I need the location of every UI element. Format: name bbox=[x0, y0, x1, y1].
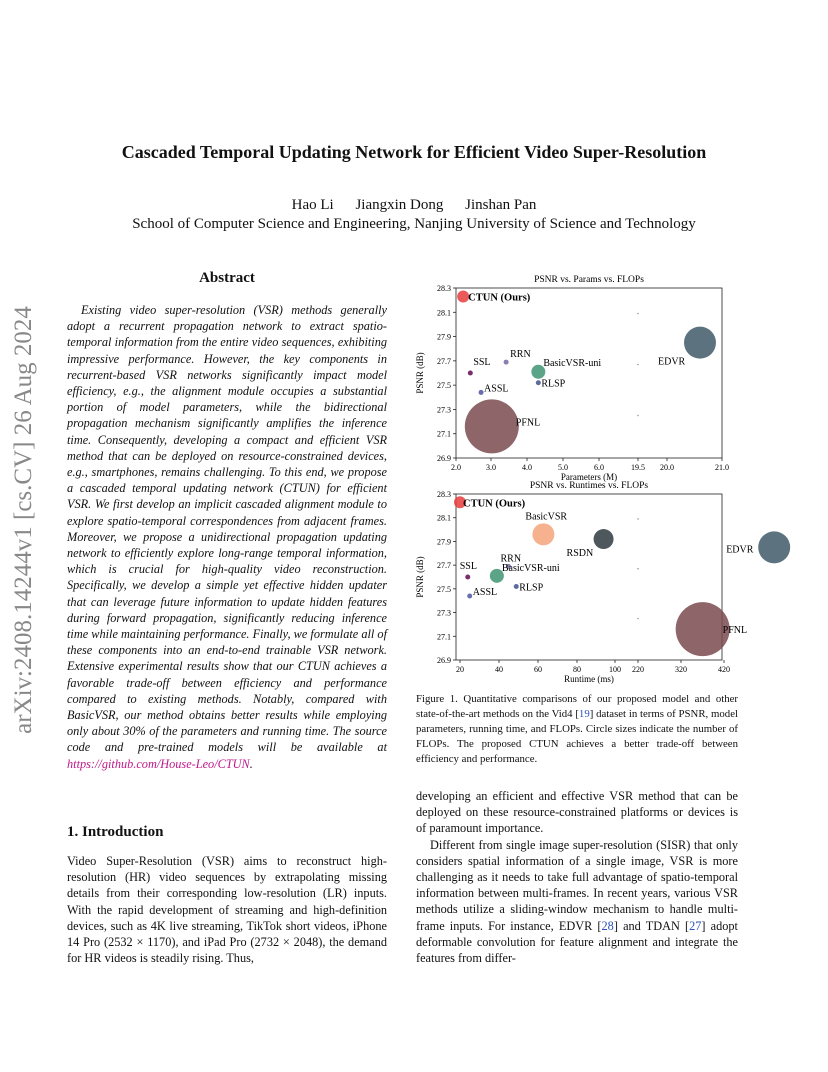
section-heading-introduction: 1. Introduction bbox=[67, 824, 164, 840]
y-tick-label: 27.3 bbox=[437, 608, 451, 618]
y-tick-label: 27.1 bbox=[437, 429, 451, 439]
caption-text: Figure 1. Quantitative comparisons of our proposed model and other state-of-the-art methods on the Vid4 [ bbox=[416, 693, 738, 720]
affiliation: School of Computer Science and Engineering, Nanjing University of Science and Technology bbox=[132, 216, 696, 232]
y-tick-label: 27.9 bbox=[437, 332, 451, 342]
x-tick-label: 20 bbox=[456, 665, 464, 674]
point-label: EDVR bbox=[726, 544, 754, 556]
abstract-text: Existing video super-resolution (VSR) methods generally adopt a recurrent propagation network to extract spatio-temporal information from the entire video sequences, exhibiting impressive performance. However, the key components in recurrent-based VSR networks significantly impact model efficiency, e.g., the alignment module occupies a substantial portion of model parameters, while the bidirectional propagation mechanism significantly amplifies the inference time. Consequently, developing a compact and efficient VSR method that can be deployed on resource-constrained devices, e.g., smartphones, remains challenging. To this end, we propose a cascaded temporal updating network (CTUN) for efficient VSR. We first develop an implicit cascaded alignment module to explore spatio-temporal correspondences from adjacent frames. Moreover, we propose a unidirectional propagation updating network to efficiently explore long-range temporal information, which is crucial for high-quality video reconstruction. Specifically, we develop a simple yet effective hidden updater that can leverage future information to update hidden features during forward propagation, significantly reducing inference time while maintaining performance. Finally, we formulate all of these components into an end-to-end trainable VSR network. Extensive experimental results show that our CTUN achieves a favorable trade-off between efficiency and performance compared to existing methods. Notably, compared with BasicVSR, our method obtains better results while employing only about 30% of the parameters and running time. The source code and pre-trained models will be available at bbox=[67, 303, 387, 755]
code-link[interactable]: https://github.com/House-Leo/CTUN bbox=[67, 756, 250, 771]
point-label: RLSP bbox=[519, 582, 544, 594]
chart-params bbox=[405, 270, 745, 482]
paragraph-text: ] and TDAN [ bbox=[613, 918, 690, 933]
x-tick-label: 220 bbox=[632, 665, 644, 674]
data-point bbox=[684, 327, 716, 359]
arxiv-watermark: arXiv:2408.14244v1 [cs.CV] 26 Aug 2024 bbox=[10, 306, 37, 734]
point-label: PFNL bbox=[722, 625, 748, 637]
paragraph-text: Different from single image super-resolution (SISR) that only considers spatial information of a single image, VSR is more challenging as it needs to take full advantage of spatio-temporal information between multi-frames. In recent years, various VSR methods utilize a sliding-window mechanism to handle multi-frame inputs. For instance, EDVR [ bbox=[416, 837, 738, 933]
y-tick-label: 27.5 bbox=[437, 381, 451, 391]
point-label: CTUN (Ours) bbox=[468, 292, 531, 304]
x-tick-label: 100 bbox=[609, 665, 621, 674]
axis-break-dot bbox=[637, 618, 639, 620]
point-label: SSL bbox=[473, 357, 491, 368]
x-axis-label: Runtime (ms) bbox=[564, 674, 614, 684]
paper-title: Cascaded Temporal Updating Network for Efficient Video Super-Resolution bbox=[121, 142, 707, 162]
x-tick-label: 60 bbox=[534, 665, 542, 674]
data-point bbox=[504, 360, 509, 365]
x-tick-label: 20.0 bbox=[660, 463, 674, 472]
axis-break-dot bbox=[637, 568, 639, 570]
point-label: SSL bbox=[459, 561, 477, 572]
point-label: PFNL bbox=[515, 417, 541, 429]
x-tick-label: 80 bbox=[573, 665, 581, 674]
y-tick-label: 26.9 bbox=[437, 656, 451, 665]
axis-break-dot bbox=[637, 364, 639, 366]
data-point bbox=[467, 593, 472, 598]
x-tick-label: 420 bbox=[718, 665, 730, 674]
data-point bbox=[758, 531, 790, 563]
point-label: RLSP bbox=[541, 378, 566, 390]
citation-link[interactable]: 28 bbox=[601, 918, 614, 933]
y-tick-label: 28.1 bbox=[437, 308, 451, 318]
point-label: EDVR bbox=[658, 356, 686, 368]
author-name: Hao Li bbox=[291, 197, 334, 213]
data-point bbox=[536, 380, 541, 385]
y-tick-label: 27.7 bbox=[437, 561, 451, 571]
axis-break-dot bbox=[637, 313, 639, 315]
point-label: BasicVSR bbox=[525, 511, 568, 523]
point-label: BasicVSR-uni bbox=[543, 357, 602, 369]
point-label: CTUN (Ours) bbox=[463, 498, 526, 510]
x-tick-label: 320 bbox=[675, 665, 687, 674]
x-tick-label: 4.0 bbox=[522, 463, 532, 472]
y-tick-label: 27.5 bbox=[437, 584, 451, 594]
x-axis-label: Parameters (M) bbox=[560, 472, 618, 482]
y-tick-label: 27.1 bbox=[437, 632, 451, 642]
author-list bbox=[0, 197, 828, 214]
caption-text: ] dataset in terms of PSNR, model parameters, running time, and FLOPs. Circle sizes indicate the number of FLOPs. The proposed CTUN achieves a better trade-off between efficiency and performance. bbox=[416, 708, 738, 765]
x-tick-label: 6.0 bbox=[594, 463, 604, 472]
author-name: Jiangxin Dong bbox=[355, 197, 444, 213]
y-tick-label: 27.3 bbox=[437, 405, 451, 415]
y-tick-label: 27.9 bbox=[437, 537, 451, 547]
point-label: ASSL bbox=[472, 586, 498, 598]
data-point bbox=[676, 602, 730, 656]
y-tick-label: 28.3 bbox=[437, 284, 451, 293]
abstract-heading: Abstract bbox=[199, 270, 255, 286]
chart-title: PSNR vs. Params vs. FLOPs bbox=[534, 275, 644, 285]
paragraph: developing an efficient and effective VSR method that can be deployed on these resource-constrained platforms or devices is of paramount importance. bbox=[416, 789, 738, 836]
data-point bbox=[514, 584, 519, 589]
data-point bbox=[465, 399, 519, 453]
intro-paragraph: Video Super-Resolution (VSR) aims to reconstruct high-resolution (HR) video sequences by extrapolating missing details from their corresponding low-resolution (LR) inputs. With the rapid development of streaming and high-definition devices, such as 4K live streaming, TikTok short videos, iPhone 14 Pro (2532 × 1170), and iPad Pro (2732 × 2048), the demand for HR videos is steadily rising. Thus, bbox=[67, 854, 387, 966]
point-label: BasicVSR-uni bbox=[501, 562, 560, 574]
data-point bbox=[479, 390, 484, 395]
axis-break-dot bbox=[637, 415, 639, 417]
figure-caption bbox=[416, 692, 738, 767]
y-tick-label: 28.1 bbox=[437, 513, 451, 523]
axis-break-dot bbox=[637, 518, 639, 520]
paragraph-text: ] adopt deformable convolution for feature alignment and integrate the features from differ- bbox=[416, 918, 738, 966]
chart-runtime bbox=[405, 476, 754, 686]
right-column-body bbox=[416, 788, 738, 966]
author-name: Jinshan Pan bbox=[465, 197, 537, 213]
point-label: RSDN bbox=[566, 548, 594, 560]
data-point bbox=[465, 575, 470, 580]
data-point bbox=[594, 529, 614, 549]
point-label: RRN bbox=[510, 349, 531, 361]
paragraph bbox=[416, 837, 738, 967]
point-label: RRN bbox=[500, 553, 522, 565]
abstract-end: . bbox=[249, 756, 253, 771]
chart-title: PSNR vs. Runtimes vs. FLOPs bbox=[529, 481, 649, 491]
citation-link[interactable]: 27 bbox=[689, 918, 702, 933]
point-label: ASSL bbox=[484, 383, 509, 395]
x-tick-label: 40 bbox=[495, 665, 503, 674]
x-tick-label: 21.0 bbox=[715, 463, 729, 472]
y-tick-label: 27.7 bbox=[437, 356, 451, 366]
data-point bbox=[532, 523, 554, 545]
x-tick-label: 2.0 bbox=[451, 463, 461, 472]
y-tick-label: 26.9 bbox=[437, 454, 451, 463]
y-tick-label: 28.3 bbox=[437, 490, 451, 499]
citation-link[interactable]: 19 bbox=[578, 708, 590, 720]
x-tick-label: 3.0 bbox=[486, 463, 496, 472]
x-tick-label: 5.0 bbox=[558, 463, 568, 472]
abstract-body bbox=[67, 302, 387, 772]
y-axis-label: PSNR (dB) bbox=[415, 556, 425, 598]
data-point bbox=[468, 371, 473, 376]
x-tick-label: 19.5 bbox=[631, 463, 645, 472]
y-axis-label: PSNR (dB) bbox=[415, 352, 425, 394]
